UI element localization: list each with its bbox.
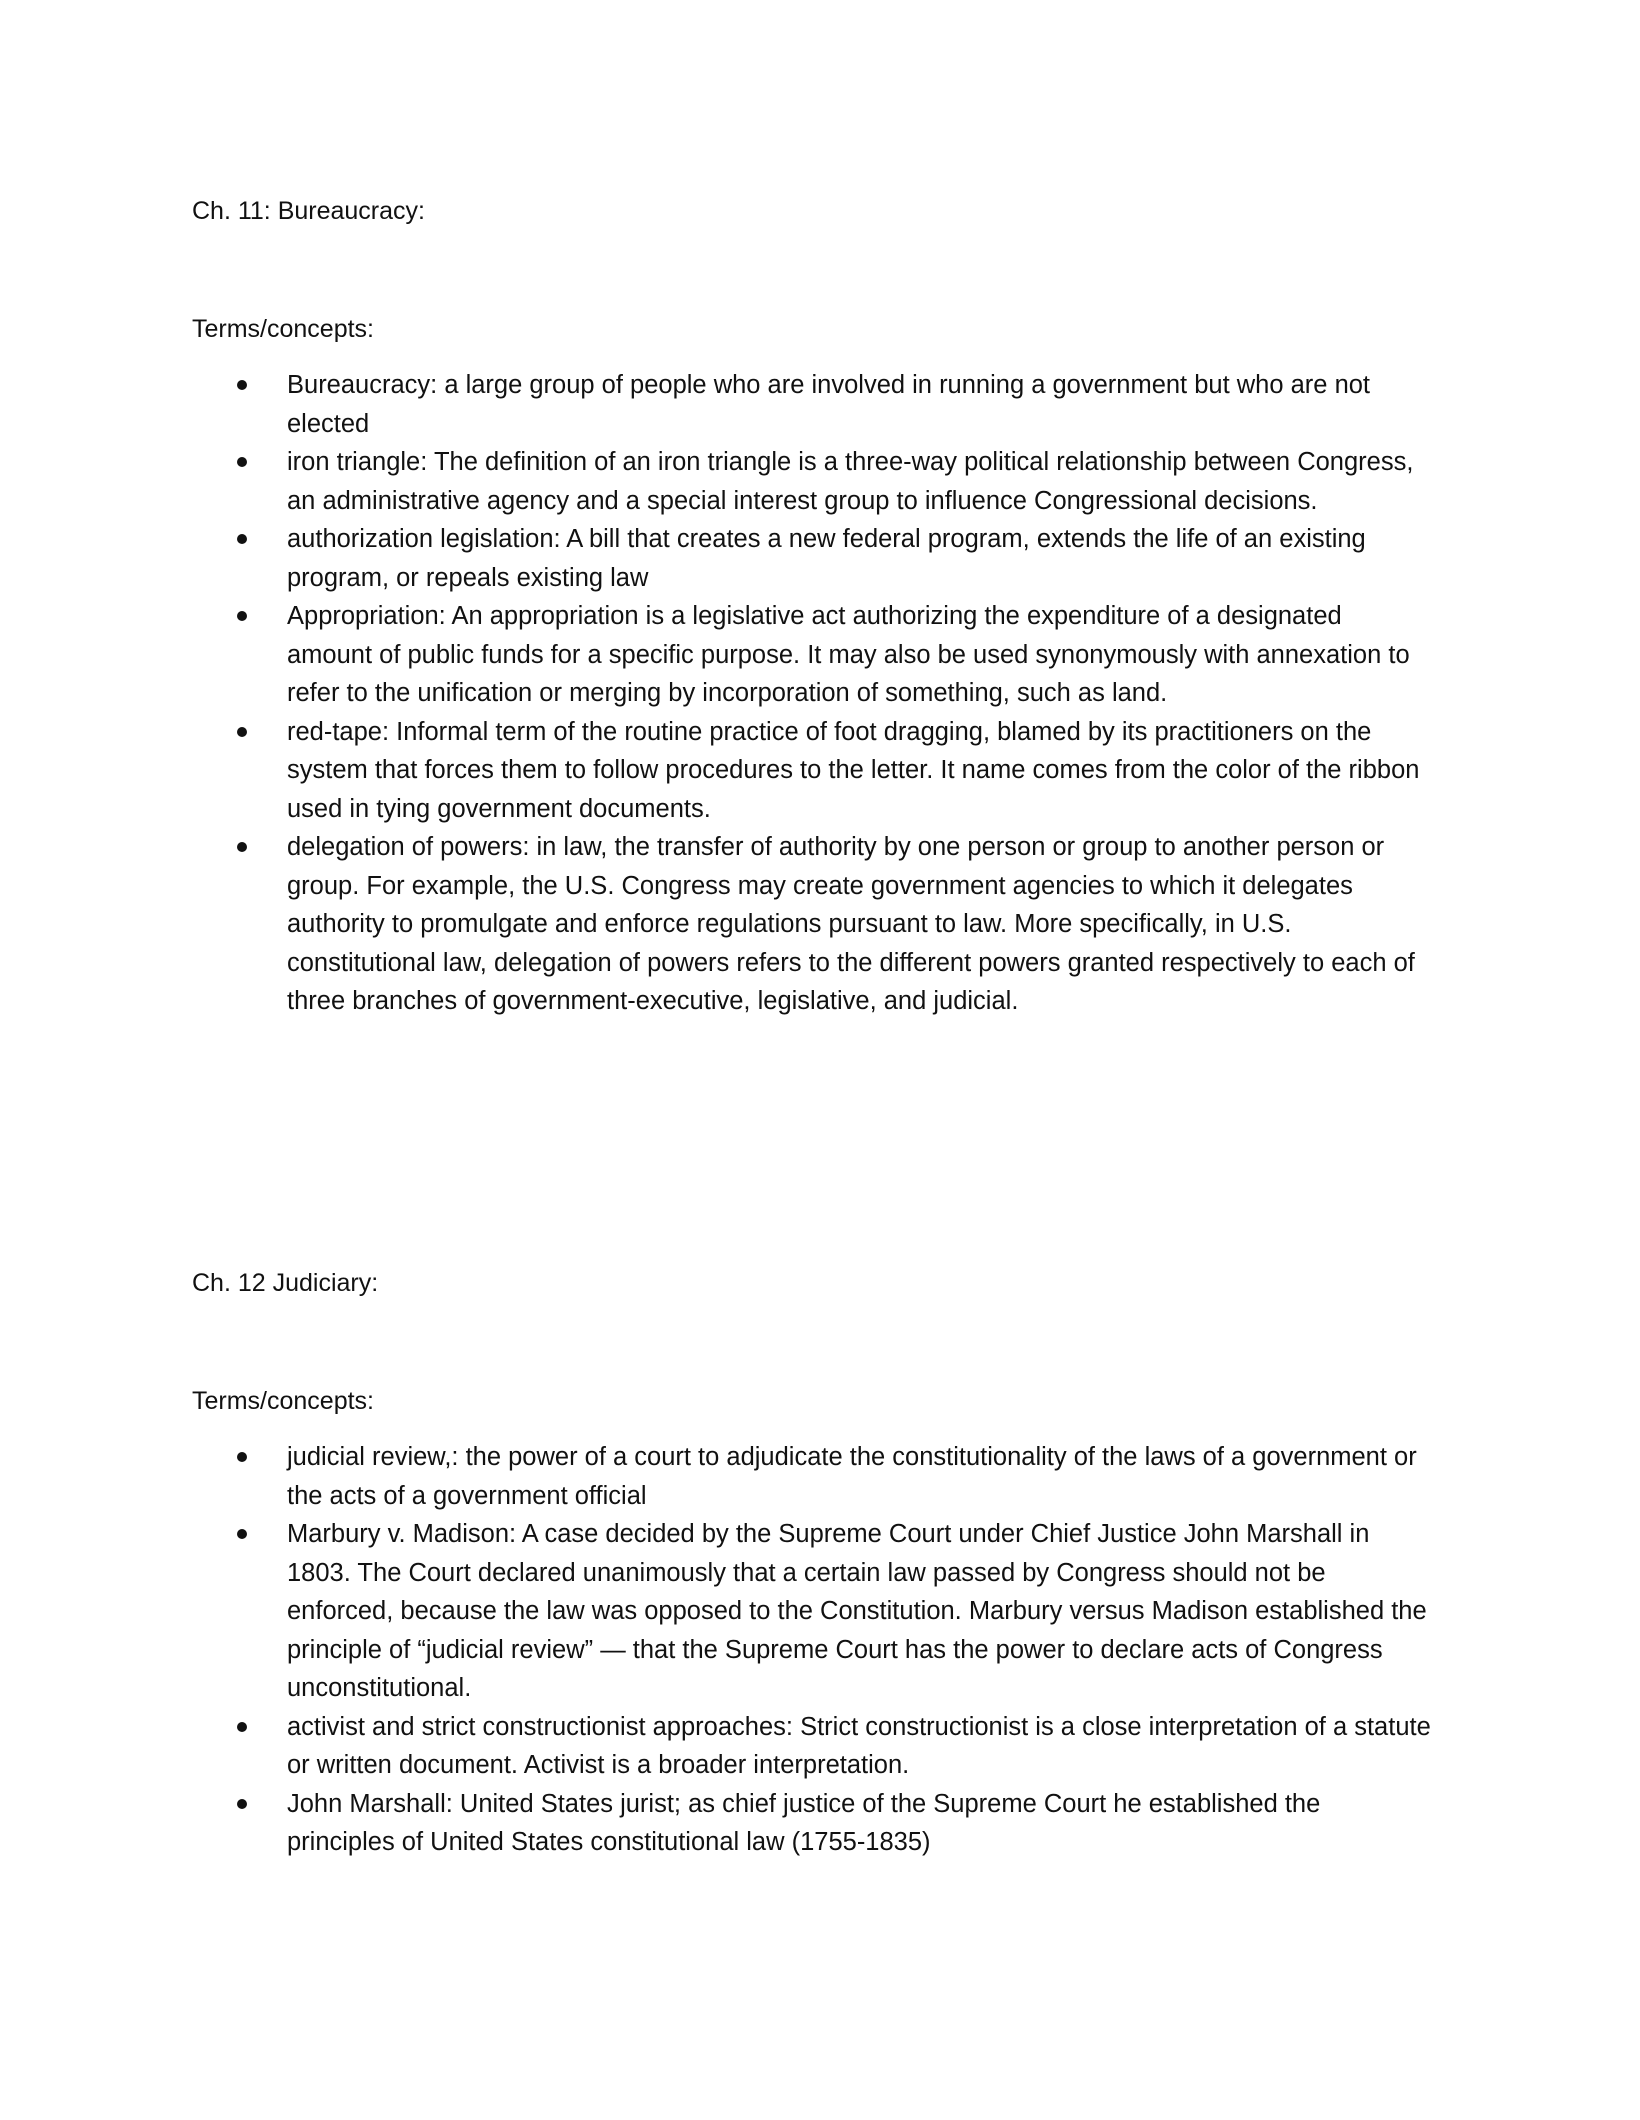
- term-text: John Marshall: United States jurist; as chief justice of the Supreme Court he established the principles of United States constitutional law (1755-1835): [287, 1789, 1321, 1856]
- bullet-icon: [237, 1529, 247, 1539]
- term-item: [192, 1515, 1432, 1708]
- term-item: [192, 520, 1432, 597]
- bullet-icon: [237, 727, 247, 737]
- term-text: judicial review,: the power of a court to adjudicate the constitutionality of the laws of a government or the acts of a government official: [287, 1443, 1417, 1510]
- term-text: iron triangle: The definition of an iron triangle is a three-way political relationship between Congress, an administrative agency and a special interest group to influence Congressional decisions.: [287, 448, 1414, 515]
- term-text: Appropriation: An appropriation is a legislative act authorizing the expenditure of a designated amount of public funds for a specific purpose. It may also be used synonymously with annexation to refer to the unification or merging by incorporation of something, such as land.: [287, 602, 1410, 707]
- term-text: Marbury v. Madison: A case decided by the Supreme Court under Chief Justice John Marshall in 1803. The Court declared unanimously that a certain law passed by Congress should not be enforced, because the law was opposed to the Constitution. Marbury versus Madison established the principle of “judicial review” — that the Supreme Court has the power to declare acts of Congress unconstitutional.: [287, 1520, 1427, 1702]
- term-item: [192, 1708, 1432, 1785]
- bullet-icon: [237, 534, 247, 544]
- bullet-icon: [237, 1452, 247, 1462]
- term-item: [192, 713, 1432, 829]
- term-item: [192, 1438, 1432, 1515]
- terms-heading: Terms/concepts:: [192, 315, 375, 343]
- bullet-icon: [237, 611, 247, 621]
- section-judiciary: [192, 1264, 1452, 1862]
- term-item: [192, 828, 1432, 1021]
- term-text: activist and strict constructionist approaches: Strict constructionist is a close interpretation of a statute or written document. Activist is a broader interpretation.: [287, 1712, 1431, 1779]
- term-item: [192, 1785, 1432, 1862]
- bullet-icon: [237, 1799, 247, 1809]
- section-bureaucracy: [192, 192, 1452, 1021]
- bullet-icon: [237, 842, 247, 852]
- term-list: [192, 366, 1452, 1021]
- chapter-title: Ch. 11: Bureaucracy:: [192, 197, 425, 225]
- term-item: [192, 597, 1432, 713]
- term-text: Bureaucracy: a large group of people who are involved in running a government but who are not elected: [287, 371, 1371, 438]
- term-text: red-tape: Informal term of the routine practice of foot dragging, blamed by its practitioners on the system that forces them to follow procedures to the letter. It name comes from the color of the ribbon used in tying government documents.: [287, 717, 1420, 823]
- bullet-icon: [237, 457, 247, 467]
- bullet-icon: [237, 380, 247, 390]
- term-text: authorization legislation: A bill that creates a new federal program, extends the life of an existing program, or repeals existing law: [287, 525, 1366, 592]
- term-list: [192, 1438, 1452, 1862]
- terms-heading: Terms/concepts:: [192, 1387, 375, 1415]
- chapter-title: Ch. 12 Judiciary:: [192, 1269, 379, 1297]
- term-item: [192, 443, 1432, 520]
- term-item: [192, 366, 1432, 443]
- term-text: delegation of powers: in law, the transfer of authority by one person or group to another person or group. For example, the U.S. Congress may create government agencies to which it delegates authority to promulgate and enforce regulations pursuant to law. More specifically, in U.S. constitutional law, delegation of powers refers to the different powers granted respectively to each of three branches of government-executive, legislative, and judicial.: [287, 833, 1415, 1015]
- bullet-icon: [237, 1722, 247, 1732]
